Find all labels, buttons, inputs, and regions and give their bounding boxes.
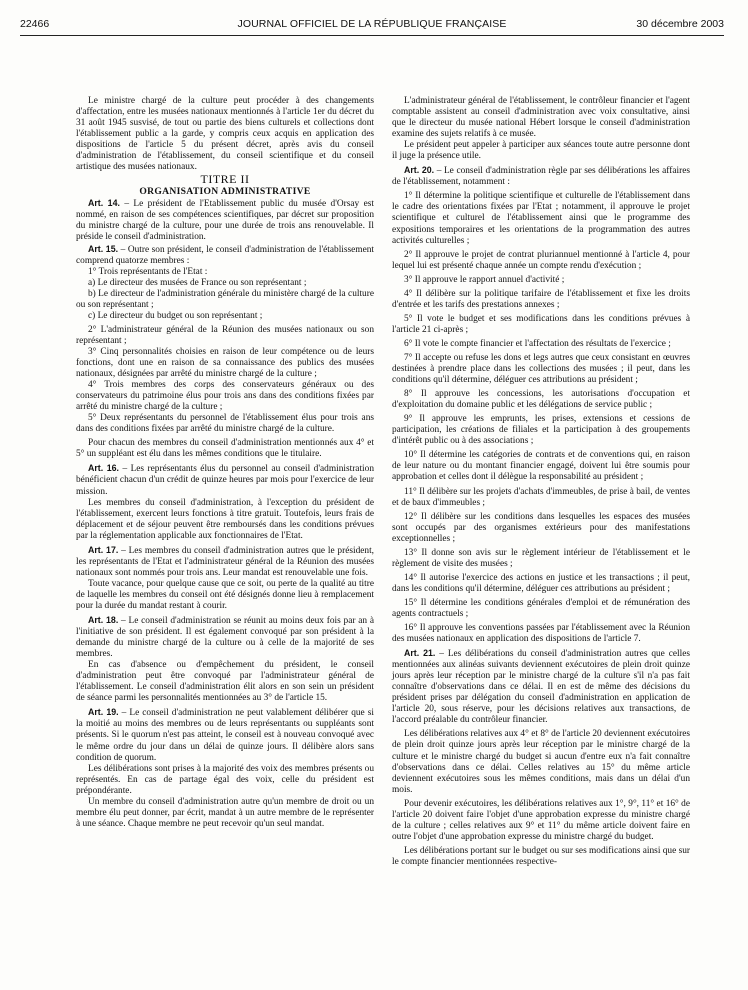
- list-item: 9° Il approuve les emprunts, les prises, extensions et cessions de participation, les créations de filiales et la participation à des groupements d'intérêt public ou à des associations ;: [392, 414, 690, 447]
- list-item: 2° L'administrateur général de la Réunion des musées nationaux ou son représentant ;: [76, 324, 374, 346]
- list-item: c) Le directeur du budget ou son représentant ;: [88, 310, 263, 321]
- article-text: – Le conseil d'administration règle par ses délibérations les affaires de l'établissement, notamment :: [392, 166, 690, 188]
- journal-title: JOURNAL OFFICIEL DE LA RÉPUBLIQUE FRANÇAISE: [237, 18, 507, 30]
- article-label: Art. 19.: [88, 707, 119, 718]
- article-label: Art. 15.: [88, 243, 119, 254]
- article-label: Art. 14.: [88, 198, 120, 209]
- list-item: 1° Il détermine la politique scientifique et culturelle de l'établissement dans le cadre des orientations fixées par l'Etat ; notamment, il approuve le projet scientifique et culturel de l'établissement ainsi que le programme des expositions temporaires et les orientations de la programmation des autres activités culturelles ;: [392, 191, 690, 246]
- list-item: 5° Deux représentants du personnel de l'établissement élus pour trois ans dans des conditions fixées par arrêté du ministre chargé de la culture.: [76, 413, 374, 435]
- article-text: – Outre son président, le conseil d'administration de l'établissement comprend quatorze membres :: [76, 244, 374, 266]
- article-19: [76, 707, 374, 763]
- article-text: – Le conseil d'administration se réunit au moins deux fois par an à l'initiative de son président. Il est également convoqué par son président à la demande du ministre chargé de la culture ou à celle de la majorité de ses membres.: [76, 616, 374, 660]
- article-21: [392, 648, 690, 726]
- list-item: 3° Il approuve le rapport annuel d'activité ;: [404, 274, 565, 285]
- list-item: 1° Trois représentants de l'Etat :: [88, 266, 208, 277]
- article-15: [76, 244, 374, 267]
- list-item: 10° Il détermine les catégories de contrats et de conventions qui, en raison de leur nature ou du montant financier engagé, doivent lui être soumis pour approbation et celles dont il délègue la responsabilité au président ;: [392, 450, 690, 483]
- list-item: 13° Il donne son avis sur le règlement intérieur de l'établissement et le règlement de visite des musées ;: [392, 547, 690, 569]
- list-item: 8° Il approuve les concessions, les autorisations d'occupation et d'exploitation du domaine public et les délégations de service public ;: [392, 389, 690, 411]
- header-rule: [20, 35, 724, 36]
- article-label: Art. 21.: [404, 648, 436, 659]
- article-label: Art. 20.: [404, 165, 435, 176]
- article-label: Art. 16.: [88, 463, 119, 474]
- list-item: 3° Cinq personnalités choisies en raison de leur compétence ou de leurs fonctions, dont une en raison de sa connaissance des publics des musées nationaux, désignées par arrêté du ministre chargé de la culture ;: [76, 346, 374, 380]
- article-text: – Les représentants élus du personnel au conseil d'administration bénéficient chacun d'un crédit de quinze heures par mois pour l'exercice de leur mission.: [76, 464, 374, 497]
- page-number: 22466: [20, 18, 50, 30]
- list-item: 11° Il délibère sur les projets d'achats d'immeubles, de prise à bail, de ventes et de baux d'immeubles ;: [392, 486, 690, 508]
- article-label: Art. 18.: [88, 615, 119, 626]
- list-item: 6° Il vote le compte financier et l'affectation des résultats de l'exercice ;: [404, 338, 671, 349]
- article-17: [76, 545, 374, 579]
- paragraph: Les membres du conseil d'administration, à l'exception du président de l'établissement, exercent leurs fonctions à titre gratuit. Toutefois, leurs frais de déplacement et de séjour peuvent être remboursés dans les conditions prévues par la réglementation applicable aux fonctionnaires de l'Etat.: [76, 497, 374, 541]
- paragraph: Les délibérations relatives aux 4° et 8° de l'article 20 deviennent exécutoires de plein droit quinze jours après leur réception par le ministre chargé de la culture et le ministre chargé du budget si aucun d'entre eux n'a fait connaître d'observations dans ce délai. Celles relatives au 15° du même article deviennent exécutoires sous les mêmes conditions, mais dans un délai d'un mois.: [392, 729, 690, 795]
- paragraph: L'administrateur général de l'établissement, le contrôleur financier et l'agent comptable assistent au conseil d'administration avec voix consultative, ainsi que le directeur du musée national Hébert lorsque le conseil d'administration examine des sujets relatifs à ce musée.: [392, 96, 690, 140]
- article-text: – Le président de l'Etablissement public du musée d'Orsay est nommé, en raison de ses compétences scientifiques, par décret sur proposition du ministre chargé de la culture, pour une durée de trois ans renouvelable. Il préside le conseil d'administration.: [76, 199, 374, 243]
- article-label: Art. 17.: [88, 544, 119, 555]
- paragraph: Un membre du conseil d'administration autre qu'un membre de droit ou un membre élu peut donner, par écrit, mandat à un autre membre de le représenter à une séance. Chaque membre ne peut recevoir qu'un seul mandat.: [76, 796, 374, 829]
- article-14: [76, 198, 374, 243]
- paragraph: En cas d'absence ou d'empêchement du président, le conseil d'administration peut être convoqué par l'administrateur général de l'établissement. Le conseil d'administration élit alors en son sein un président de séance parmi les personnalités mentionnées au 3° de l'article 15.: [76, 660, 374, 704]
- list-item: 5° Il vote le budget et ses modifications dans les conditions prévues à l'article 21 ci-après ;: [392, 313, 690, 335]
- paragraph: Pour devenir exécutoires, les délibérations relatives aux 1°, 9°, 11° et 16° de l'article 20 doivent faire l'objet d'une approbation expresse du ministre chargé de la culture ; celles relatives aux 9° et 11° du même article doivent faire en outre l'objet d'une approbation expresse du ministre chargé du budget.: [392, 798, 690, 842]
- intro-paragraph: Le ministre chargé de la culture peut procéder à des changements d'affectation, entre les musées nationaux mentionnés à l'article 1er du décret du 31 août 1945 susvisé, de tout ou partie des biens culturels et collections dont l'établissement public a la garde, y compris ceux acquis en application des dispositions de l'article 5 du présent décret, après avis du conseil d'administration de l'établissement, du conseil scientifique et du conseil artistique des musées nationaux.: [76, 96, 374, 173]
- paragraph: Pour chacun des membres du conseil d'administration mentionnés aux 4° et 5° un suppléant est élu dans les mêmes conditions que le titulaire.: [76, 438, 374, 460]
- right-column: [392, 96, 690, 868]
- list-item: 4° Il délibère sur la politique tarifaire de l'établissement et fixe les droits d'entrée et les tarifs des prestations annexes ;: [392, 288, 690, 310]
- list-item: b) Le directeur de l'administration générale du ministère chargé de la culture ou son représentant ;: [76, 288, 374, 310]
- article-16: [76, 463, 374, 497]
- section-heading: ORGANISATION ADMINISTRATIVE: [139, 186, 311, 198]
- paragraph: Les délibérations sont prises à la majorité des voix des membres présents ou représentés. En cas de partage égal des voix, celle du président est prépondérante.: [76, 763, 374, 796]
- list-item: 14° Il autorise l'exercice des actions en justice et les transactions ; il peut, dans les conditions qu'il détermine, déléguer ces attributions au président ;: [392, 572, 690, 594]
- list-item: 4° Trois membres des corps des conservateurs généraux ou des conservateurs du patrimoine élus pour trois ans dans des conditions fixées par arrêté du ministre chargé de la culture ;: [76, 380, 374, 413]
- title-heading: TITRE II: [200, 172, 250, 187]
- article-text: – Les membres du conseil d'administration autres que le président, les représentants de l'Etat et l'administrateur général de la Réunion des musées nationaux sont nommés pour trois ans. Leur mandat est renouvelable une fois.: [76, 545, 375, 578]
- list-item: 12° Il délibère sur les conditions dans lesquelles les espaces des musées sont occupés par des organismes extérieurs pour des manifestations exceptionnelles ;: [392, 511, 690, 544]
- article-20: [392, 165, 690, 188]
- left-column: [76, 96, 374, 830]
- list-item: a) Le directeur des musées de France ou son représentant ;: [88, 277, 307, 288]
- publication-date: 30 décembre 2003: [636, 18, 724, 30]
- list-item: 2° Il approuve le projet de contrat pluriannuel mentionné à l'article 4, pour lequel lui est présenté chaque année un compte rendu d'exécution ;: [392, 249, 690, 271]
- list-item: 16° Il approuve les conventions passées par l'établissement avec la Réunion des musées nationaux en application des dispositions de l'article 7.: [392, 623, 690, 645]
- article-18: [76, 615, 374, 660]
- paragraph: Le président peut appeler à participer aux séances toute autre personne dont il juge la présence utile.: [392, 140, 690, 162]
- page-header: [20, 18, 724, 34]
- list-item: 7° Il accepte ou refuse les dons et legs autres que ceux consistant en œuvres destinées à prendre place dans les collections des musées ; il peut, dans les conditions qu'il détermine, déléguer ces attributions au président ;: [392, 352, 690, 386]
- article-text: – Le conseil d'administration ne peut valablement délibérer que si la moitié au moins des membres ou de leurs représentants ou suppléants sont présents. Si le quorum n'est pas atteint, le conseil est à nouveau convoqué avec le même ordre du jour dans un délai de quinze jours. Il délibère alors sans condition de quorum.: [76, 708, 374, 763]
- article-text: – Les délibérations du conseil d'administration autres que celles mentionnées aux alinéas suivants deviennent exécutoires de plein droit quinze jours après leur réception par le ministre chargé de la culture s'il n'a pas fait connaître d'observations dans ce délai. Il en est de même des décisions du président prises par délégation du conseil d'administration en application de l'article 20, sous réserve, pour les décisions relatives aux transactions, de l'accord préalable du contrôleur financier.: [392, 649, 690, 726]
- paragraph: Les délibérations portant sur le budget ou sur ses modifications ainsi que sur le compte financier mentionnées respective-: [392, 845, 690, 867]
- list-item: 15° Il détermine les conditions générales d'emploi et de rémunération des agents contractuels ;: [392, 597, 690, 619]
- paragraph: Toute vacance, pour quelque cause que ce soit, ou perte de la qualité au titre de laquelle les membres du conseil ont été désignés donne lieu à remplacement pour la durée du mandat restant à courir.: [76, 578, 374, 611]
